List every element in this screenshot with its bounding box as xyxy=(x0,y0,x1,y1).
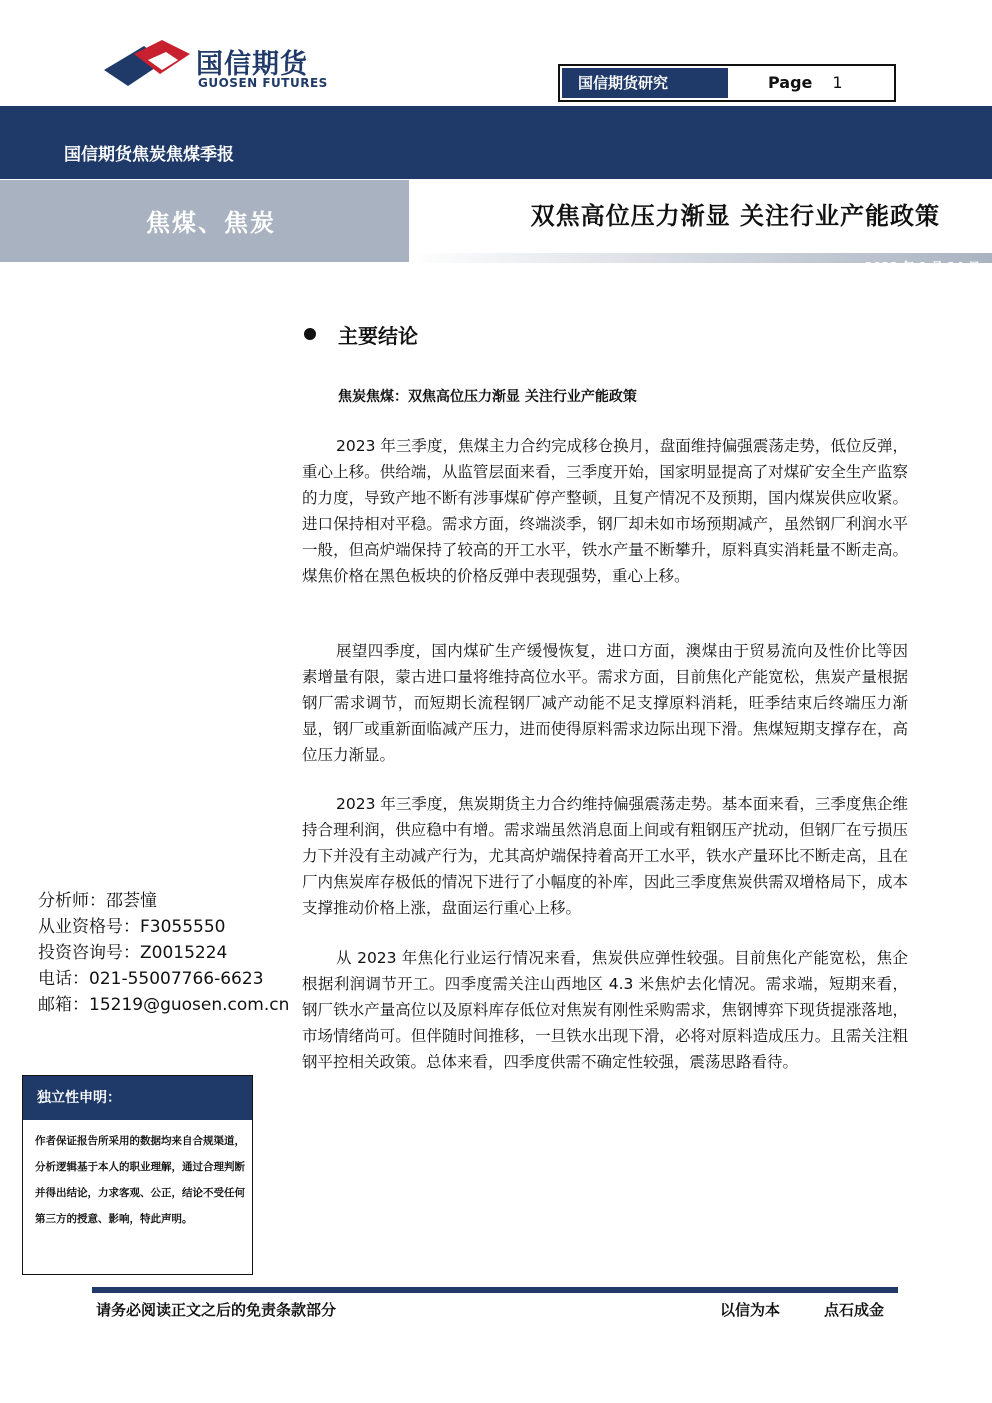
paragraph: 2023 年三季度，焦炭期货主力合约维持偏强震荡走势。基本面来看，三季度焦企维持合理利润，供应稳中有增。需求端虽然消息面上间或有粗钢压产扰动，但钢厂在亏损压力下并没有主动减产行为，尤其高炉端保持着高开工水平，铁水产量环比不断走高，且在厂内焦炭库存极低的情况下进行了小幅度的补库，因此三季度焦炭供需双增格局下，成本支撑推动价格上涨，盘面运行重心上移。 xyxy=(302,795,908,917)
slogan: 点石成金 xyxy=(824,1301,885,1319)
page-number: 1 xyxy=(832,73,843,92)
disclaimer-note: 请务必阅读正文之后的免责条款部分 xyxy=(96,1301,337,1319)
page-number-box xyxy=(730,68,892,98)
brand-name-en: GUOSEN FUTURES xyxy=(198,76,328,90)
guosen-logo-icon xyxy=(104,40,194,88)
section-heading: 主要结论 xyxy=(338,324,418,348)
footer-divider xyxy=(92,1287,898,1293)
bullet-icon xyxy=(304,328,316,340)
brand-name-cn: 国信期货 xyxy=(196,49,308,80)
report-series: 国信期货焦炭焦煤季报 xyxy=(64,145,234,165)
analyst-email: 邮箱：15219@guosen.com.cn xyxy=(38,995,290,1015)
declaration-title: 独立性申明： xyxy=(23,1076,252,1120)
slogan: 以信为本 xyxy=(720,1301,781,1319)
research-label: 国信期货研究 xyxy=(562,68,728,98)
analyst-name: 分析师：邵荟憧 xyxy=(38,891,157,911)
independence-declaration xyxy=(22,1075,253,1275)
analyst-consult-number: 投资咨询号：Z0015224 xyxy=(38,943,228,963)
declaration-text: 作者保证报告所采用的数据均来自合规渠道，分析逻辑基于本人的职业理解，通过合理判断 并得出结论，力求客观、公正，结论不受任何第三方的授意、影响，特此声明。 xyxy=(35,1135,245,1225)
report-title: 双焦高位压力渐显 关注行业产能政策 xyxy=(530,202,940,230)
page-label: Page xyxy=(768,73,813,92)
sub-heading: 焦炭焦煤：双焦高位压力渐显 关注行业产能政策 xyxy=(338,389,637,405)
page-indicator xyxy=(558,64,896,102)
report-date: 2023 年 9 月 24 日 xyxy=(864,260,980,274)
paragraph: 展望四季度，国内煤矿生产缓慢恢复，进口方面，澳煤由于贸易流向及性价比等因素增量有限，蒙古进口量将维持高位水平。需求方面，目前焦化产能宽松，焦炭产量根据钢厂需求调节，而短期长流程钢厂减产动能不足支撑原料消耗，旺季结束后终端压力渐显，钢厂或重新面临减产压力，进而使得原料需求边际出现下滑。焦煤短期支撑存在，高位压力渐显。 xyxy=(302,642,908,764)
analyst-license: 从业资格号：F3055550 xyxy=(38,917,226,937)
paragraph: 从 2023 年焦化行业运行情况来看，焦炭供应弹性较强。目前焦化产能宽松，焦企根据利润调节开工。四季度需关注山西地区 4.3 米焦炉去化情况。需求端，短期来看，钢厂铁水产量高位以及原料库存低位对焦炭有刚性采购需求，焦钢博弈下现货提涨落地，市场情绪尚可。但伴随时间推移，一旦铁水出现下滑，必将对原料造成压力。且需关注粗钢平控相关政策。总体来看，四季度供需不确定性较强，震荡思路看待。 xyxy=(302,949,908,1071)
sector-label: 焦煤、焦炭 xyxy=(146,209,276,237)
paragraph: 2023 年三季度，焦煤主力合约完成移仓换月，盘面维持偏强震荡走势，低位反弹，重心上移。供给端，从监管层面来看，三季度开始，国家明显提高了对煤矿安全生产监察的力度，导致产地不断有涉事煤矿停产整顿，且复产情况不及预期，国内煤炭供应收紧。进口保持相对平稳。需求方面，终端淡季，钢厂却未如市场预期减产，虽然钢厂利润水平一般，但高炉端保持了较高的开工水平，铁水产量不断攀升，原料真实消耗量不断走高。煤焦价格在黑色板块的价格反弹中表现强势，重心上移。 xyxy=(302,437,908,585)
analyst-phone: 电话：021-55007766-6623 xyxy=(38,969,264,989)
